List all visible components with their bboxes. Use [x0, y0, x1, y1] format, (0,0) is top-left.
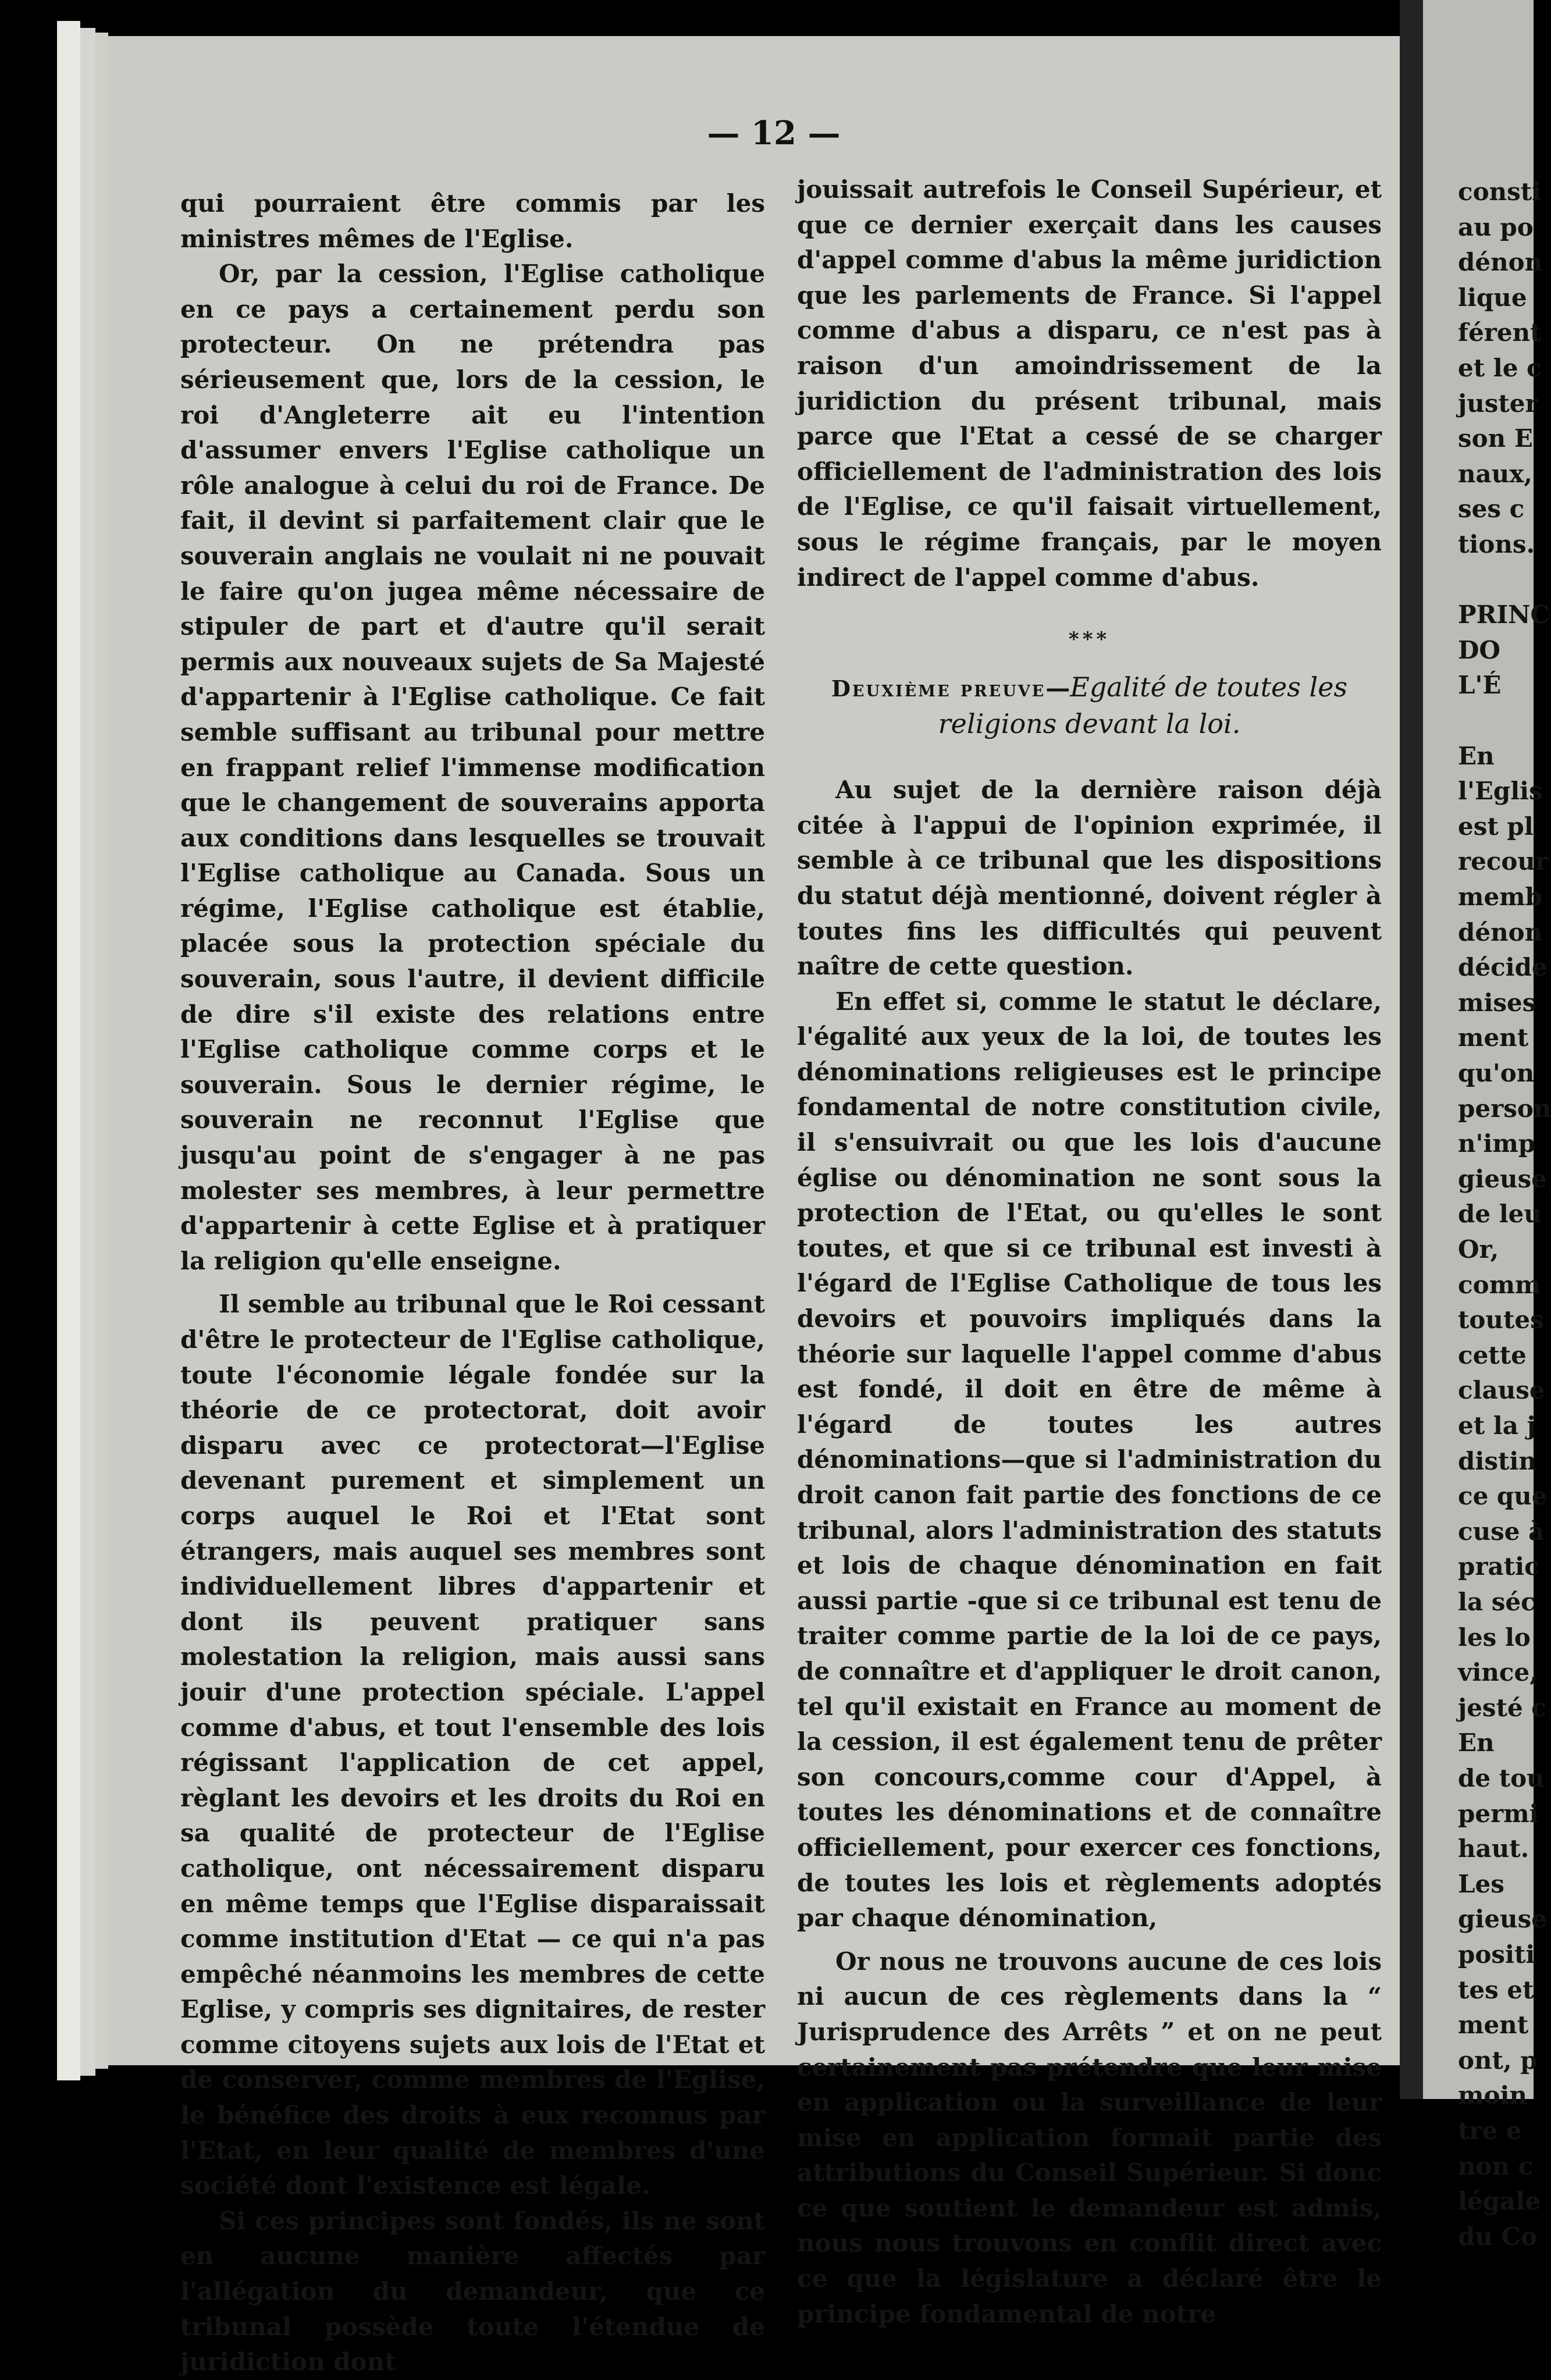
next-page-text-fragment: clause	[1458, 1376, 1545, 1405]
paragraph: Or, par la cession, l'Eglise catholique en ce pays a certainement perdu son protecteur. On ne prétendra pas sérieusement que, lors de la cession, le roi d'Angleterre ait eu l'intention d'assumer envers l'Eglise catholique un rôle analogue à celui du roi de France. De fait, il devint si parfaitement clair que le souverain anglais ne voulait ni ne pouvait le faire qu'on jugea même nécessaire de stipuler de part et d'autre qu'il serait permis aux nouveaux sujets de Sa Majesté d'appartenir à l'Eglise catholique. Ce fait semble suffisant au tribunal pour mettre en frappant relief l'immense modification que le changement de souverains apporta aux conditions dans lesquelles se trouvait l'Eglise catholique au Canada. Sous un régime, l'Eglise catholique est établie, placée sous la protection spéciale du souverain, sous l'autre, il devient difficile de dire s'il existe des relations entre l'Eglise catholique comme corps et le souverain. Sous le dernier régime, le souverain ne reconnut l'Eglise que jusqu'au point de s'engager à ne pas molester ses membres, à leur permettre d'appartenir à cette Eglise et à pratiquer la religion qu'elle enseigne.	[180, 259, 765, 1275]
paragraph: Il semble au tribunal que le Roi cessant d'être le protecteur de l'Eglise catholique, toute l'économie légale fondée sur la théorie de ce protectorat, doit avoir disparu avec ce protectorat—l'Eglise devenant purement et simplement un corps auquel le Roi et l'Etat sont étrangers, mais auquel ses membres sont individuellement libres d'appartenir et dont ils peuvent pratiquer sans molestation la religion, mais aussi sans jouir d'une protection spéciale. L'appel comme d'abus, et tout l'ensemble des lois régissant l'application de cet appel, règlant les devoirs et les droits du Roi en sa qualité de protecteur de l'Eglise catholique, ont nécessairement disparu en même temps que l'Eglise disparaissait comme institution d'Etat — ce qui n'a pas empêché néanmoins les membres de cette Eglise, y compris ses dignitaires, de rester comme citoyens sujets aux lois de l'Etat et de conserver, comme membres de l'Eglise, le bénéfice des droits à eux reconnus par l'Etat, en leur qualité de membres d'une société dont l'existence est légale.	[180, 1290, 765, 2200]
next-page-text-fragment: consti	[1458, 177, 1542, 206]
next-page-text-fragment: gieuse	[1458, 1164, 1547, 1193]
next-page-text-fragment: n'imp	[1458, 1129, 1536, 1158]
next-page-text-fragment: vince,	[1458, 1658, 1538, 1687]
next-page-text-fragment: distin	[1458, 1446, 1536, 1475]
next-page-text-fragment: mises	[1458, 988, 1536, 1017]
next-page-text-fragment: DO	[1458, 635, 1501, 664]
section-heading	[797, 670, 1382, 742]
next-page-text-fragment: l'Eglis	[1458, 777, 1543, 806]
next-page-text-fragment: En	[1458, 741, 1495, 770]
next-page-text-fragment: de tou	[1458, 1764, 1545, 1792]
next-page-text-fragment: ses c	[1458, 495, 1525, 524]
next-page-text-fragment: gieuse	[1458, 1905, 1547, 1934]
next-page-text-fragment: tes et	[1458, 1975, 1534, 2004]
next-page-text-fragment: PRINC	[1458, 600, 1550, 629]
paragraph: Or nous ne trouvons aucune de ces lois ni aucun de ces règlements dans la “ Jurisprudence des Arrêts ” et on ne peut certainement pas prétendre que leur mise en application ou la surveillance de leur mise en application formait partie des attributions du Conseil Supérieur. Si donc ce que soutient le demandeur est admis, nous nous trouvons en conflit direct avec ce que la législature a déclaré être le principe fondamental de notre	[797, 1947, 1382, 2328]
next-page-text-fragment: pratic	[1458, 1552, 1539, 1581]
paragraph: Si ces principes sont fondés, ils ne sont en aucune manière affectés par l'allégation du demandeur, que ce tribunal possède toute l'étendue de juridiction dont	[180, 2206, 765, 2377]
next-page-text-fragment: memb	[1458, 883, 1542, 911]
next-page-text-fragment: positi	[1458, 1940, 1535, 1969]
next-page-text-fragment: juster	[1458, 389, 1538, 418]
next-page-text-fragment: comm	[1458, 1270, 1541, 1299]
section-separator: ***	[1068, 628, 1111, 652]
next-page-text-fragment: ce que	[1458, 1482, 1548, 1511]
next-page-text-fragment: cette	[1458, 1340, 1527, 1369]
next-page-text-fragment: qu'on	[1458, 1059, 1535, 1087]
right-column	[797, 172, 1382, 2332]
next-page-text-fragment: les lo	[1458, 1623, 1531, 1652]
paragraph: qui pourraient être commis par les ministres mêmes de l'Eglise.	[180, 189, 765, 253]
next-page-text-fragment: au po	[1458, 212, 1534, 241]
section-dash: —	[1045, 674, 1070, 703]
section-title: Egalité de toutes les religions devant la loi.	[938, 671, 1348, 740]
next-page-text-fragment: L'É	[1458, 671, 1502, 700]
binding-gutter	[1400, 0, 1423, 2099]
underlying-page-edge	[57, 21, 80, 2080]
next-page-text-fragment: cuse à	[1458, 1517, 1545, 1546]
next-page-text-fragment: recour	[1458, 847, 1549, 876]
next-page-text-fragment: dénon	[1458, 917, 1543, 947]
next-page-text-fragment: du Co	[1458, 2222, 1537, 2251]
next-page-text-fragment: ment	[1458, 2011, 1529, 2040]
next-page-text-fragment: tions.	[1458, 530, 1535, 558]
next-page-text-fragment: Les	[1458, 1869, 1504, 1898]
next-page-text-fragment: son E	[1458, 424, 1533, 453]
next-page-text-fragment: non c	[1458, 2151, 1534, 2180]
underlying-page-edge	[95, 33, 108, 2069]
next-page-text-fragment: légale	[1458, 2187, 1541, 2216]
left-column	[180, 186, 765, 2380]
paragraph: En effet si, comme le statut le déclare, l'égalité aux yeux de la loi, de toutes les dénominations religieuses est le principe fondamental de notre constitution civile, il s'ensuivrait ou que les lois d'aucune église ou dénomination ne sont sous la protection de l'Etat, ou qu'elles le sont toutes, et que si ce tribunal est investi à l'égard de l'Eglise Catholique de tous les devoirs et pouvoirs impliqués dans la théorie sur laquelle l'appel comme d'abus est fondé, il doit en être de même à l'égard de toutes les autres dénominations—que si l'administration du droit canon fait partie des fonctions de ce tribunal, alors l'administration des statuts et lois de chaque dénomination en fait aussi partie -que si ce tribunal est tenu de traiter comme partie de la loi de ce pays, de connaître et d'appliquer le droit canon, tel qu'il existait en France au moment de la cession, il est également tenu de prêter son concours,comme cour d'Appel, à toutes les dénominations et de connaître officiellement, pour exercer ces fonctions, de toutes les lois et règlements adoptés par chaque dénomination,	[797, 987, 1382, 1933]
next-page-text-fragment: toutes	[1458, 1305, 1544, 1335]
next-page-text-fragment: de leu	[1458, 1200, 1542, 1229]
next-page-text-fragment: jesté c	[1458, 1693, 1546, 1722]
next-page-text-fragment: ont, p	[1458, 2045, 1538, 2075]
next-page-text-fragment: férent	[1458, 318, 1542, 347]
next-page-text-fragment: décide	[1458, 953, 1548, 982]
next-page-text-fragment: Or,	[1458, 1235, 1499, 1264]
next-page-text-fragment: et le c	[1458, 354, 1542, 382]
paragraph: Au sujet de la dernière raison déjà citée à l'appui de l'opinion exprimée, il semble à ce tribunal que les dispositions du statut déjà mentionné, doivent régler à toutes fins les difficultés qui peuvent naître de cette question.	[797, 775, 1382, 981]
section-label: Deuxième preuve	[831, 675, 1046, 702]
next-page-text-fragment: permi	[1458, 1799, 1539, 1828]
underlying-page-edge	[80, 28, 95, 2076]
next-page-text-fragment: person	[1458, 1094, 1551, 1123]
page-number: — 12 —	[707, 114, 841, 152]
next-page-text-fragment: haut.	[1458, 1834, 1529, 1863]
next-page-text-fragment: est pl	[1458, 812, 1534, 841]
next-page-text-fragment: tre e	[1458, 2116, 1522, 2145]
next-page-text-fragment: lique	[1458, 283, 1527, 312]
next-page-fragment	[1423, 0, 1551, 2251]
next-page-text-fragment: naux,	[1458, 459, 1532, 488]
next-page-text-fragment: dénon	[1458, 248, 1543, 277]
next-page-text-fragment: moin	[1458, 2081, 1527, 2110]
paragraph: jouissait autrefois le Conseil Supérieur, et que ce dernier exerçait dans les causes d'appel comme d'abus la même juridiction que les parlements de France. Si l'appel comme d'abus a disparu, ce n'est pas à raison d'un amoindrissement de la juridiction du présent tribunal, mais parce que l'Etat a cessé de se charger officiellement de l'administration des lois de l'Eglise, ce qu'il faisait virtuellement, sous le régime français, par le moyen indirect de l'appel comme d'abus.	[797, 175, 1382, 592]
next-page-text-fragment: ment	[1458, 1023, 1529, 1052]
next-page-text-fragment: la séc	[1458, 1588, 1536, 1616]
next-page-text-fragment: et la j	[1458, 1411, 1536, 1440]
next-page-text-fragment: En	[1458, 1728, 1495, 1758]
